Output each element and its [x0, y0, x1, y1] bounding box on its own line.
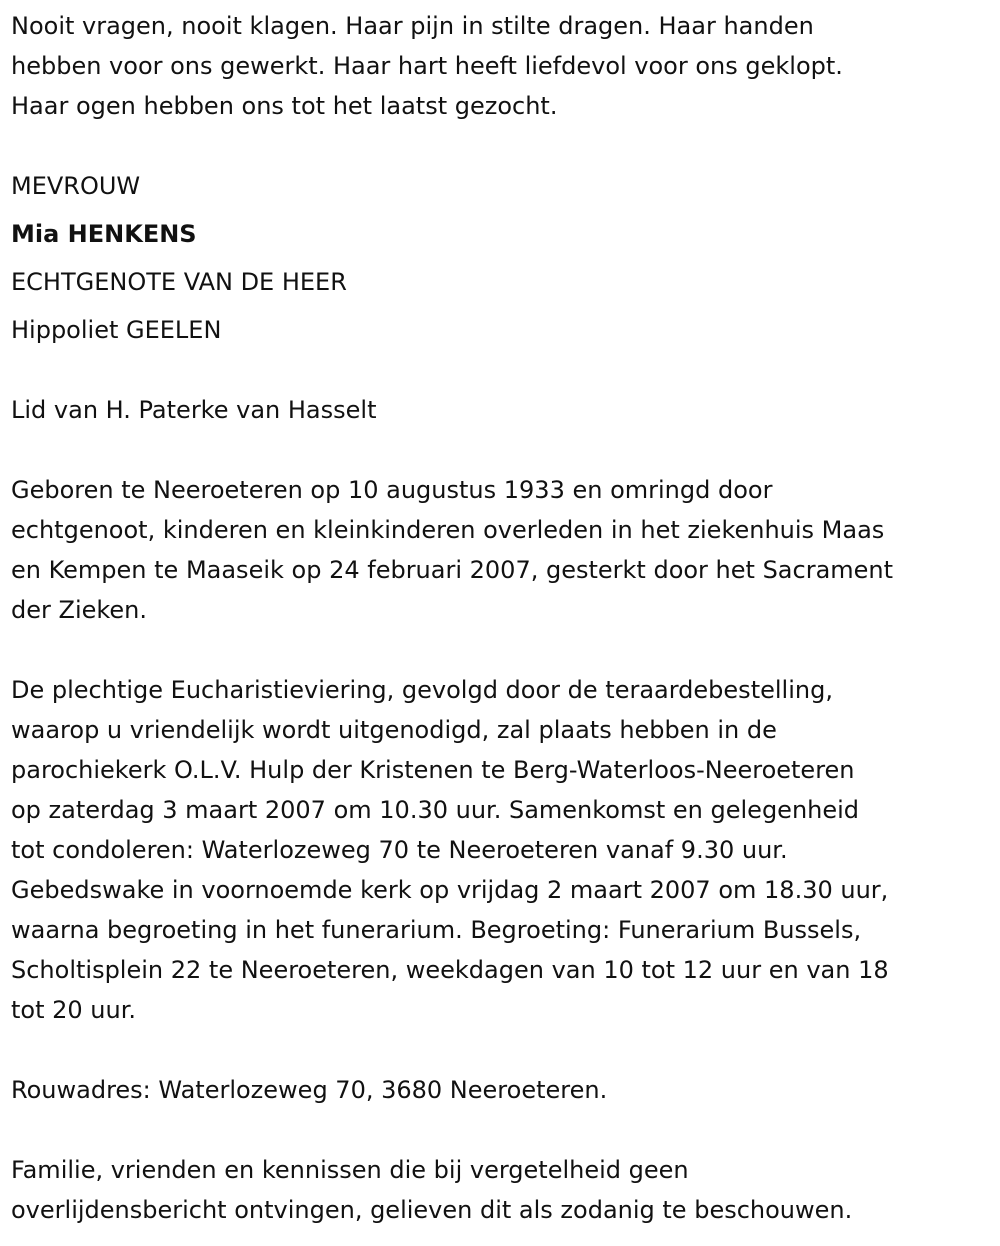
name-block: [11, 162, 996, 354]
funeral-line: Scholtisplein 22 te Neeroeteren, weekdagen van 10 tot 12 uur en van 18: [11, 956, 889, 984]
poem-line: Nooit vragen, nooit klagen. Haar pijn in stilte dragen. Haar handen: [11, 12, 814, 40]
poem-paragraph: [11, 6, 996, 126]
birth-death-paragraph: [11, 470, 996, 630]
relation-line: ECHTGENOTE VAN DE HEER: [11, 268, 347, 296]
funeral-line: Gebedswake in voornoemde kerk op vrijdag 2 maart 2007 om 18.30 uur,: [11, 876, 889, 904]
honorific: MEVROUW: [11, 172, 141, 200]
poem-line: Haar ogen hebben ons tot het laatst gezocht.: [11, 92, 558, 120]
spouse-name: Hippoliet GEELEN: [11, 316, 222, 344]
poem-line: hebben voor ons gewerkt. Haar hart heeft liefdevol voor ons geklopt.: [11, 52, 843, 80]
obituary-document: [11, 6, 996, 1230]
funeral-line: tot condoleren: Waterlozeweg 70 te Neeroeteren vanaf 9.30 uur.: [11, 836, 788, 864]
funeral-line: waarna begroeting in het funerarium. Begroeting: Funerarium Bussels,: [11, 916, 862, 944]
birth-death-line: der Zieken.: [11, 596, 148, 624]
address-paragraph: [11, 1070, 996, 1110]
mourning-address: Rouwadres: Waterlozeweg 70, 3680 Neeroeteren.: [11, 1076, 608, 1104]
funeral-line: De plechtige Eucharistieviering, gevolgd door de teraardebestelling,: [11, 676, 833, 704]
deceased-name: Mia HENKENS: [11, 220, 197, 248]
closing-paragraph: [11, 1150, 996, 1230]
funeral-paragraph: [11, 670, 996, 1030]
funeral-line: op zaterdag 3 maart 2007 om 10.30 uur. Samenkomst en gelegenheid: [11, 796, 860, 824]
membership-line: Lid van H. Paterke van Hasselt: [11, 396, 377, 424]
birth-death-line: en Kempen te Maaseik op 24 februari 2007, gesterkt door het Sacrament: [11, 556, 894, 584]
birth-death-line: echtgenoot, kinderen en kleinkinderen overleden in het ziekenhuis Maas: [11, 516, 885, 544]
funeral-line: parochiekerk O.L.V. Hulp der Kristenen te Berg-Waterloos-Neeroeteren: [11, 756, 855, 784]
funeral-line: tot 20 uur.: [11, 996, 137, 1024]
birth-death-line: Geboren te Neeroeteren op 10 augustus 1933 en omringd door: [11, 476, 773, 504]
membership-paragraph: [11, 390, 996, 430]
funeral-line: waarop u vriendelijk wordt uitgenodigd, zal plaats hebben in de: [11, 716, 777, 744]
closing-line: overlijdensbericht ontvingen, gelieven dit als zodanig te beschouwen.: [11, 1196, 853, 1224]
closing-line: Familie, vrienden en kennissen die bij vergetelheid geen: [11, 1156, 689, 1184]
